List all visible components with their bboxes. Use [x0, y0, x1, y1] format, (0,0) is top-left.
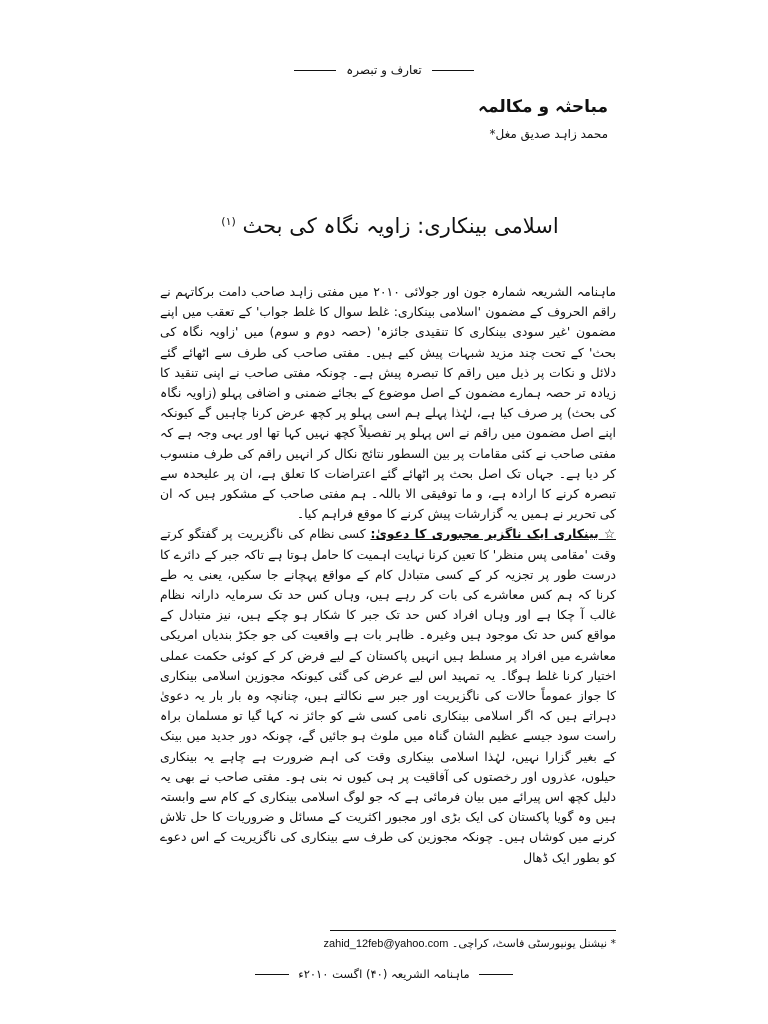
footnote-text: * نیشنل یونیورسٹی فاسٹ، کراچی۔ — [451, 937, 616, 950]
footer-magazine: ماہنامہ الشریعہ — [390, 967, 470, 981]
section-title: مباحثہ و مکالمہ — [478, 97, 608, 117]
footer-rule-right — [479, 974, 513, 975]
page-footer — [0, 966, 768, 982]
article-body — [160, 282, 616, 868]
running-head-rule-right — [432, 70, 474, 71]
footer-page-number: (۴۰) — [365, 967, 388, 981]
footnote — [160, 936, 616, 952]
article-title-text: اسلامی بینکاری: زاویہ نگاہ کی بحث — [242, 214, 559, 238]
author-name: محمد زاہد صدیق مغل* — [489, 127, 608, 141]
footnote-email: zahid_12feb@yahoo.com — [323, 938, 449, 950]
footer-date: اگست ۲۰۱۰ء — [298, 967, 363, 981]
running-head-title: تعارف و تبصرہ — [346, 63, 422, 77]
lead-heading: ☆ بینکاری ایک ناگزیر مجبوری کا دعویٰ: — [370, 526, 616, 542]
footer-rule-left — [255, 974, 289, 975]
body-paragraph-2 — [160, 524, 616, 867]
article-footnote-marker: (۱) — [221, 215, 236, 228]
body-paragraph-1: ماہنامہ الشریعہ شمارہ جون اور جولائی ۲۰۱۰ میں مفتی زاہد صاحب دامت برکاتہم نے راقم الحروف کے مضمون 'اسلامی بینکاری: غلط سوال کا غلط جواب' کے تعقب میں اپنے مضمون 'غیر سودی بینکاری کا تنقیدی جائزہ' (حصہ دوم و سوم) میں 'زاویہ نگاہ کی بحث' کے تحت چند مزید شبہات پیش کیے ہیں۔ مفتی صاحب کی طرف سے اٹھائے گئے دلائل و نکات پر ذیل میں راقم کا تبصرہ پیش ہے۔ چونکہ مفتی صاحب نے اپنی تنقید کا زیادہ تر حصہ ہمارے مضمون کے اصل موضوع کے بجائے ضمنی و اضافی پہلو (زاویہ نگاہ کی بحث) پر صرف کیا ہے، لہٰذا پہلے ہم اسی پہلو پر کچھ عرض کرنا چاہیں گے کیونکہ اپنے اصل مضمون میں راقم نے اس پہلو پر تفصیلاً کچھ نہیں کہا تھا اور یہی وجہ ہے کہ مفتی صاحب نے کئی مقامات پر بین السطور نتائج نکال کر انہیں راقم کی طرف منسوب کر دیا ہے۔ جہاں تک اصل بحث پر اٹھائے گئے اعتراضات کا تعلق ہے، ان پر علیحدہ سے تبصرہ کرنے کا ارادہ ہے، و ما توفیقی الا باللہ۔ ہم مفتی صاحب کے مشکور ہیں کہ ان کی تحریر نے ہمیں یہ گزارشات پیش کرنے کا موقع فراہم کیا۔ — [160, 284, 616, 522]
running-head — [0, 62, 768, 78]
body-paragraph-2-text: کسی نظام کی ناگزیریت پر گفتگو کرتے وقت 'مقامی پس منظر' کا تعین کرنا نہایت اہمیت کا حامل ہوتا ہے تاکہ جبر کے دائرے کا درست طور پر تجزیہ کر کے کسی متبادل کام کے مواقع پہچانے جا سکیں، یعنی یہ طے کرنا کہ ہم کس معاشرے کی بات کر رہے ہیں، وہاں کس حد تک سرمایہ دارانہ نظام غالب آ چکا ہے اور وہاں افراد کس حد تک جبر کا شکار ہو چکے ہیں، نیز متبادل کے مواقع کس حد تک موجود ہیں وغیرہ۔ ظاہر بات ہے واقعیت کی جو جکڑ بندیاں امریکی معاشرے میں افراد پر مسلط ہیں انہیں پاکستان کے لیے فرض کر کے کوئی حکمت عملی اختیار کرنا غلط ہوگا۔ یہ تمہید اس لیے عرض کی گئی کیونکہ مجوزین اسلامی بینکاری کا جواز عموماً حالات کی ناگزیریت اور جبر سے نکالتے ہیں، چنانچہ وہ بار بار یہ دعویٰ دہراتے ہیں کہ اگر اسلامی بینکاری نامی کسی شے کو جائز نہ کہا گیا تو مسلمان براہ راست سود جیسے عظیم الشان گناہ میں ملوث ہو جائیں گے، چونکہ دور جدید میں بینک کے بغیر گزارا نہیں، لہٰذا اسلامی بینکاری وقت کی اہم ضرورت ہے چاہے یہ بینکاری حیلوں، عذروں اور رخصتوں کی آفاقیت پر ہی کیوں نہ بنی ہو۔ مفتی صاحب نے بھی یہ دلیل کچھ اس پیرائے میں بیان فرمائی ہے کہ جو لوگ اسلامی بینکاری کے کام سے وابستہ ہیں وہ گویا پاکستان کی ایک بڑی اور مجبور اکثریت کے مسائل و ضروریات کا حل تلاش کرنے میں کوشاں ہیں۔ چونکہ مجوزین کی طرف سے بینکاری کی ناگزیریت کے اس دعوے کو بطور ایک ڈھال — [160, 526, 616, 865]
article-title — [180, 208, 600, 240]
running-head-rule-left — [294, 70, 336, 71]
footnote-divider — [330, 930, 616, 931]
